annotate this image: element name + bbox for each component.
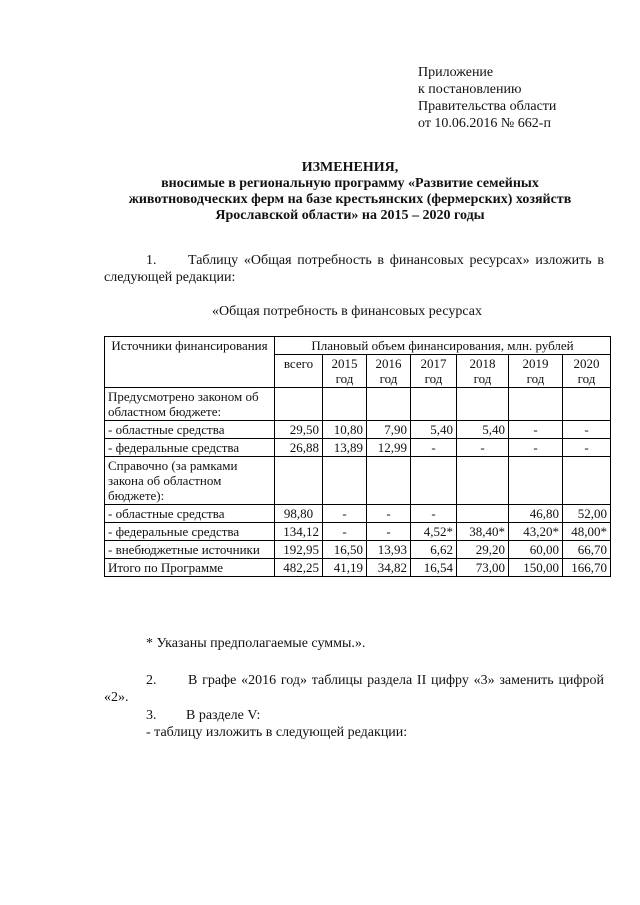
header-year: [563, 355, 611, 388]
row-label: - федеральные средства: [105, 523, 275, 541]
item-number: 3.: [146, 708, 157, 723]
table-row: [105, 541, 611, 559]
year-number: 2018: [469, 356, 496, 371]
cell-value: 16,54: [411, 559, 457, 577]
attachment-line: к постановлению: [418, 82, 522, 97]
cell-value: 7,90: [367, 421, 411, 439]
cell-value: 43,20*: [509, 523, 563, 541]
row-label: - областные средства: [105, 421, 275, 439]
cell-value: 6,62: [411, 541, 457, 559]
cell-value: -: [367, 505, 411, 523]
cell-value: -: [509, 439, 563, 457]
attachment-block: [418, 64, 556, 132]
year-unit: год: [379, 371, 398, 386]
attachment-line: Правительства области: [418, 99, 557, 114]
cell-value: 73,00: [457, 559, 509, 577]
document-title: [80, 160, 620, 224]
title-line: вносимые в региональную программу «Развитие семейных: [161, 176, 539, 191]
item-text: В графе «2016 год» таблицы раздела II цифру «3» заменить цифрой «2».: [104, 673, 604, 705]
table-caption: «Общая потребность в финансовых ресурсах: [212, 304, 482, 319]
row-label: - федеральные средства: [105, 439, 275, 457]
year-number: 2015: [331, 356, 358, 371]
cell-value: 98,80: [275, 505, 323, 523]
cell-value: -: [411, 439, 457, 457]
cell-value: -: [323, 505, 367, 523]
cell-value: 29,20: [457, 541, 509, 559]
cell-value: -: [457, 439, 509, 457]
cell-value: 482,25: [275, 559, 323, 577]
cell-value: 10,80: [323, 421, 367, 439]
cell-value: 38,40*: [457, 523, 509, 541]
row-label: - областные средства: [105, 505, 275, 523]
cell-value: 41,19: [323, 559, 367, 577]
cell-value: 66,70: [563, 541, 611, 559]
table-row: [105, 421, 611, 439]
row-label: - внебюджетные источники: [105, 541, 275, 559]
year-unit: год: [526, 371, 545, 386]
year-number: 2020: [573, 356, 600, 371]
item-3: [146, 708, 260, 724]
cell-value: 5,40: [411, 421, 457, 439]
cell-value: -: [323, 523, 367, 541]
table-total-row: [105, 559, 611, 577]
cell-value: -: [411, 505, 457, 523]
table-section-row: [105, 388, 611, 421]
header-year: [367, 355, 411, 388]
year-number: 2019: [522, 356, 549, 371]
item-number: 1.: [146, 253, 157, 268]
item-text: В разделе V:: [186, 708, 261, 723]
header-year: [323, 355, 367, 388]
cell-value: 192,95: [275, 541, 323, 559]
cell-value: 166,70: [563, 559, 611, 577]
item-text: Таблицу «Общая потребность в финансовых ресурсах» изложить в следующей редакции:: [104, 253, 604, 285]
attachment-line: от 10.06.2016 № 662-п: [418, 116, 551, 131]
cell-value: 34,82: [367, 559, 411, 577]
table-row: [105, 505, 611, 523]
cell-value: 29,50: [275, 421, 323, 439]
header-volume: Плановый объем финансирования, млн. рублей: [275, 337, 611, 355]
row-label: Итого по Программе: [105, 559, 275, 577]
attachment-line: Приложение: [418, 65, 494, 80]
item-1: [104, 252, 604, 286]
cell-value: -: [509, 421, 563, 439]
year-number: 2017: [420, 356, 447, 371]
cell-value: 12,99: [367, 439, 411, 457]
cell-value: 46,80: [509, 505, 563, 523]
header-total: всего: [275, 355, 323, 388]
table-row: [105, 439, 611, 457]
cell-value: 13,89: [323, 439, 367, 457]
cell-value: 16,50: [323, 541, 367, 559]
title-line: ИЗМЕНЕНИЯ,: [301, 160, 399, 175]
cell-value: -: [563, 421, 611, 439]
cell-value: 60,00: [509, 541, 563, 559]
section-label: Предусмотрено законом об областном бюджете:: [105, 388, 275, 421]
cell-value: 150,00: [509, 559, 563, 577]
cell-value: 4,52*: [411, 523, 457, 541]
item-number: 2.: [146, 673, 157, 688]
table-section-row: [105, 457, 611, 505]
year-unit: год: [577, 371, 596, 386]
section-label: Справочно (за рамками закона об областном бюджете):: [105, 457, 275, 505]
table-row: [105, 523, 611, 541]
finance-table: [104, 336, 611, 577]
cell-value: 134,12: [275, 523, 323, 541]
year-unit: год: [473, 371, 492, 386]
cell-value: 13,93: [367, 541, 411, 559]
cell-value: 48,00*: [563, 523, 611, 541]
title-line: Ярославской области» на 2015 – 2020 годы: [215, 208, 485, 223]
header-year: [509, 355, 563, 388]
title-line: животноводческих ферм на базе крестьянских (фермерских) хозяйств: [128, 192, 572, 207]
cell-value: -: [367, 523, 411, 541]
item-2: [104, 672, 604, 706]
header-source: Источники финансирования: [105, 337, 275, 388]
year-number: 2016: [375, 356, 402, 371]
year-unit: год: [424, 371, 443, 386]
year-unit: год: [335, 371, 354, 386]
cell-value: 26,88: [275, 439, 323, 457]
cell-value: [457, 505, 509, 523]
cell-value: -: [563, 439, 611, 457]
header-year: [457, 355, 509, 388]
item-4: - таблицу изложить в следующей редакции:: [146, 725, 408, 740]
cell-value: 52,00: [563, 505, 611, 523]
header-year: [411, 355, 457, 388]
footnote: * Указаны предполагаемые суммы.».: [146, 636, 366, 651]
cell-value: 5,40: [457, 421, 509, 439]
